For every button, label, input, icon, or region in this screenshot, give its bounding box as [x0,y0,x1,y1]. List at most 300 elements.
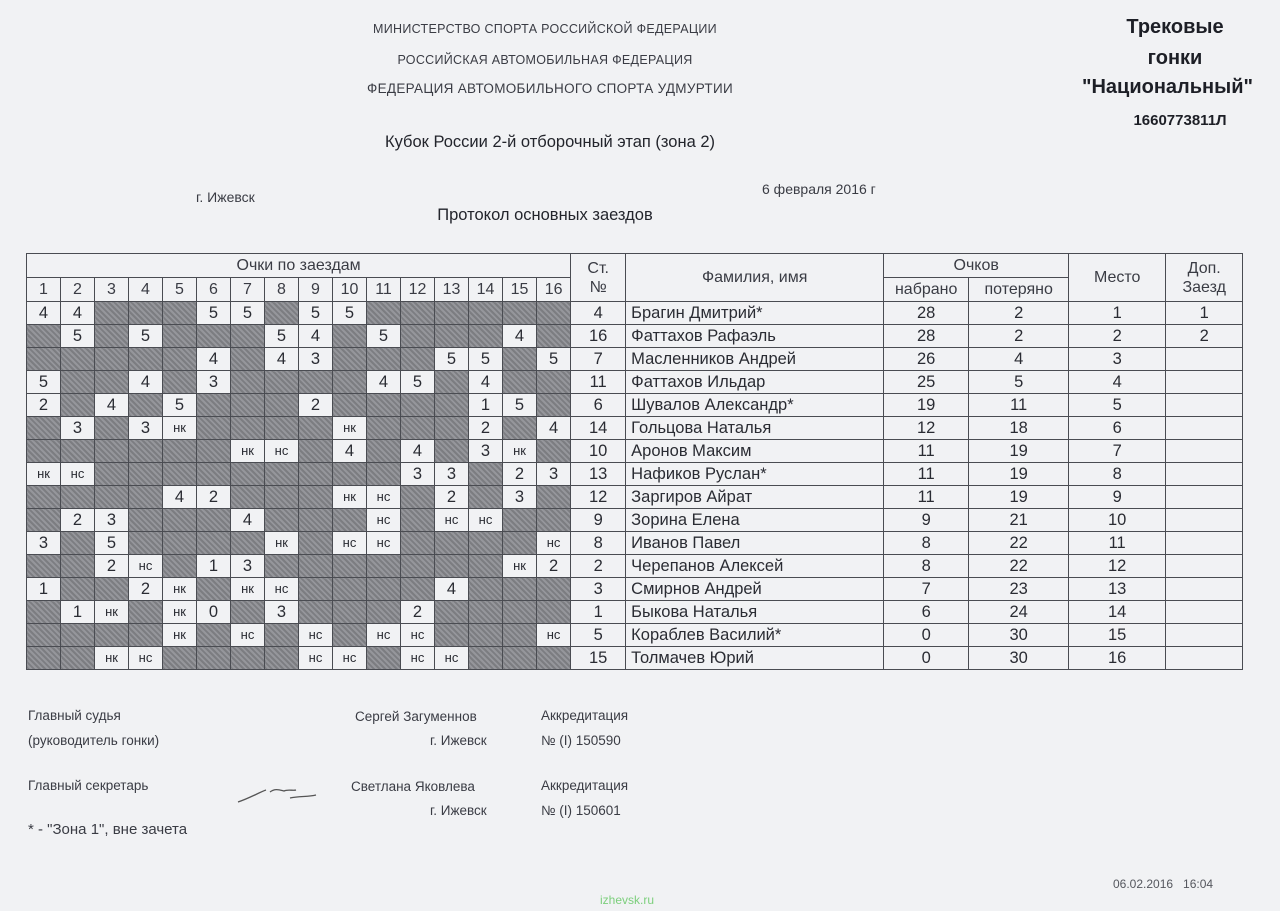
table-row [27,325,1243,348]
heat-points-cell [197,532,231,555]
heat-number: 8 [265,278,299,302]
heat-number: 12 [401,278,435,302]
rider-name-cell: Брагин Дмитрий* [626,302,884,325]
points-scored-cell: 9 [884,509,969,532]
heat-points-cell [503,624,537,647]
heat-points-cell [61,440,95,463]
print-timestamp: 06.02.2016 16:04 [1113,877,1214,891]
heat-points-cell [163,647,197,670]
heat-points-cell [333,555,367,578]
heat-points-cell [197,417,231,440]
heat-points-cell: нс [333,647,367,670]
heat-points-cell [299,440,333,463]
heat-points-cell: 5 [333,302,367,325]
heat-points-cell: 4 [367,371,401,394]
heat-points-cell [95,440,129,463]
heat-points-cell [163,463,197,486]
heat-points-cell [299,578,333,601]
heat-points-cell: 5 [299,302,333,325]
heat-points-cell [231,532,265,555]
extra-heat-cell [1166,578,1243,601]
judge-accreditation: № (I) 150590 [541,733,621,748]
rider-name-cell: Гольцова Наталья [626,417,884,440]
points-lost-cell: 19 [969,486,1069,509]
start-number-cell: 14 [571,417,626,440]
corner-title-2: гонки [1147,47,1203,69]
heat-points-cell [469,624,503,647]
rider-name-cell: Фаттахов Ильдар [626,371,884,394]
points-lost-cell: 30 [969,624,1069,647]
heat-points-cell [129,532,163,555]
heat-points-cell [27,417,61,440]
rider-name-cell: Нафиков Руслан* [626,463,884,486]
heat-number: 1 [27,278,61,302]
extra-heat-cell: 2 [1166,325,1243,348]
rider-name-cell: Толмачев Юрий [626,647,884,670]
heat-points-cell [95,348,129,371]
heat-number: 13 [435,278,469,302]
heat-points-cell [367,348,401,371]
heat-points-cell: 5 [61,325,95,348]
start-number-cell: 16 [571,325,626,348]
heat-points-cell [333,578,367,601]
heat-points-cell: 2 [27,394,61,417]
heat-points-cell [163,371,197,394]
start-number-cell: 10 [571,440,626,463]
heat-points-cell: 3 [61,417,95,440]
place-cell: 8 [1069,463,1166,486]
place-cell: 1 [1069,302,1166,325]
points-scored-cell: 0 [884,647,969,670]
header-ministry: МИНИСТЕРСТВО СПОРТА РОССИЙСКОЙ ФЕДЕРАЦИИ [373,22,717,36]
place-cell: 14 [1069,601,1166,624]
heat-points-cell: нс [401,624,435,647]
heat-points-cell [367,440,401,463]
heat-points-cell: 3 [401,463,435,486]
document-code: 1660773811Л [1133,112,1227,129]
heat-points-cell: 2 [95,555,129,578]
table-row [27,302,1243,325]
points-scored-cell: 7 [884,578,969,601]
start-number-cell: 7 [571,348,626,371]
heat-points-cell: нк [163,578,197,601]
table-row [27,371,1243,394]
heat-points-cell [299,463,333,486]
heat-points-cell [197,463,231,486]
heat-points-cell [367,463,401,486]
heat-points-cell [401,555,435,578]
place-cell: 2 [1069,325,1166,348]
heat-points-cell [333,394,367,417]
event-city: г. Ижевск [196,189,255,205]
start-number-cell: 5 [571,624,626,647]
table-row [27,417,1243,440]
extra-heat-cell [1166,532,1243,555]
heat-points-cell [537,371,571,394]
footnote: * - "Зона 1", вне зачета [28,821,188,838]
heat-points-cell [163,509,197,532]
heat-points-cell [469,486,503,509]
heat-points-cell: нк [503,555,537,578]
heat-points-cell [95,578,129,601]
heat-points-cell: нк [95,601,129,624]
heat-points-cell [197,624,231,647]
heat-points-cell [95,371,129,394]
points-lost-cell: 11 [969,394,1069,417]
heat-points-cell: 5 [27,371,61,394]
heat-points-cell: нс [435,647,469,670]
heat-points-cell: 2 [61,509,95,532]
heat-points-cell: нк [163,624,197,647]
extra-heat-cell [1166,348,1243,371]
lost-header: потеряно [969,278,1069,302]
extra-heat-cell [1166,647,1243,670]
points-scored-cell: 26 [884,348,969,371]
heat-points-cell: 5 [435,348,469,371]
scored-header: набрано [884,278,969,302]
table-row [27,486,1243,509]
heat-points-cell: 5 [163,394,197,417]
heat-points-cell: 4 [231,509,265,532]
corner-title-3: "Национальный" [1082,76,1253,98]
place-cell: 10 [1069,509,1166,532]
heat-points-cell [265,486,299,509]
secretary-accreditation: № (I) 150601 [541,803,621,818]
heat-points-cell: 4 [27,302,61,325]
rider-name-cell: Шувалов Александр* [626,394,884,417]
name-header: Фамилия, имя [626,254,884,302]
secretary-accreditation-label: Аккредитация [541,778,629,793]
heat-points-cell [537,486,571,509]
heat-points-cell [333,325,367,348]
heat-points-cell [333,463,367,486]
watermark: izhevsk.ru [600,893,655,907]
heat-points-cell [333,601,367,624]
heat-points-cell: нс [265,440,299,463]
start-number-cell: 15 [571,647,626,670]
signature-icon [230,778,320,808]
heat-points-cell [333,509,367,532]
heat-points-cell: нс [367,509,401,532]
start-number-cell: 1 [571,601,626,624]
heat-points-cell: 1 [197,555,231,578]
points-lost-cell: 18 [969,417,1069,440]
heat-points-cell [61,532,95,555]
points-lost-cell: 5 [969,371,1069,394]
heat-points-cell [231,486,265,509]
heat-points-cell [333,624,367,647]
heat-points-cell [503,302,537,325]
heat-points-cell: нс [537,532,571,555]
heat-number: 4 [129,278,163,302]
heat-points-cell: 3 [299,348,333,371]
heat-points-cell [537,509,571,532]
heat-points-cell: 3 [129,417,163,440]
points-lost-cell: 4 [969,348,1069,371]
start-number-cell: 13 [571,463,626,486]
heat-points-cell [27,486,61,509]
heat-points-cell [27,601,61,624]
heat-points-cell [537,325,571,348]
heat-points-cell [231,417,265,440]
heat-points-cell [537,601,571,624]
heat-points-cell [231,463,265,486]
extra-heat-cell [1166,394,1243,417]
heat-points-cell [401,325,435,348]
points-scored-cell: 11 [884,440,969,463]
heat-points-cell [265,417,299,440]
points-lost-cell: 2 [969,325,1069,348]
heat-points-cell: 3 [231,555,265,578]
heat-points-cell [367,601,401,624]
heat-points-cell [27,509,61,532]
heat-points-cell [503,532,537,555]
heat-points-cell [27,440,61,463]
heat-points-cell [299,601,333,624]
heat-points-cell: 3 [197,371,231,394]
heat-points-cell: нс [299,647,333,670]
heat-points-cell [469,555,503,578]
heat-points-cell [61,624,95,647]
start-number-cell: 8 [571,532,626,555]
heat-points-cell [265,394,299,417]
extra-heat-cell: 1 [1166,302,1243,325]
heat-points-cell: 4 [197,348,231,371]
heat-points-cell [435,394,469,417]
rider-name-cell: Аронов Максим [626,440,884,463]
start-number-cell: 12 [571,486,626,509]
heat-points-cell [129,348,163,371]
heat-points-cell [469,302,503,325]
heat-points-cell: 5 [503,394,537,417]
place-header: Место [1069,254,1166,302]
heat-points-cell: 4 [435,578,469,601]
points-scored-cell: 6 [884,601,969,624]
heat-points-cell: 1 [61,601,95,624]
heat-points-cell [299,486,333,509]
points-scored-cell: 28 [884,325,969,348]
heat-points-cell [265,555,299,578]
judge-role-note: (руководитель гонки) [28,733,160,748]
table-row [27,394,1243,417]
table-row [27,578,1243,601]
heat-points-cell [537,440,571,463]
heat-points-cell [197,509,231,532]
heat-points-cell: 3 [265,601,299,624]
heat-points-cell [129,394,163,417]
heat-points-cell: нс [299,624,333,647]
heat-points-cell: 5 [401,371,435,394]
heat-points-cell [95,417,129,440]
extra-heat-cell [1166,486,1243,509]
points-lost-cell: 19 [969,440,1069,463]
heat-points-cell [367,394,401,417]
heat-points-cell: 4 [129,371,163,394]
heat-points-cell [503,348,537,371]
corner-title-1: Трековые [1126,16,1224,38]
points-lost-cell: 23 [969,578,1069,601]
table-row [27,601,1243,624]
heat-points-cell: 2 [129,578,163,601]
extra-heat-cell [1166,463,1243,486]
results-table [26,253,1243,670]
heat-points-cell: 4 [537,417,571,440]
heat-points-cell [435,371,469,394]
heat-points-cell [469,325,503,348]
extra-heat-cell [1166,624,1243,647]
heat-points-cell [503,509,537,532]
heat-points-cell: нк [265,532,299,555]
heat-points-header: Очки по заездам [27,254,571,278]
heat-number: 5 [163,278,197,302]
start-number-cell: 3 [571,578,626,601]
heat-points-cell [503,647,537,670]
heat-points-cell [27,555,61,578]
heat-points-cell: нс [129,647,163,670]
heat-points-cell [401,578,435,601]
heat-points-cell [401,417,435,440]
heat-points-cell [299,417,333,440]
start-number-cell: 9 [571,509,626,532]
start-number-cell: 2 [571,555,626,578]
heat-points-cell: нс [537,624,571,647]
heat-points-cell [163,532,197,555]
heat-points-cell [231,647,265,670]
heat-points-cell [163,302,197,325]
heat-points-cell [197,325,231,348]
heat-points-cell [95,486,129,509]
heat-points-cell: 2 [299,394,333,417]
heat-points-cell [299,509,333,532]
secretary-city: г. Ижевск [430,803,487,818]
heat-points-cell: 5 [469,348,503,371]
heat-points-cell [129,509,163,532]
heat-points-cell: 5 [367,325,401,348]
start-number-cell: 11 [571,371,626,394]
heat-points-cell [435,555,469,578]
judge-city: г. Ижевск [430,733,487,748]
heat-points-cell: 4 [95,394,129,417]
start-number-cell: 6 [571,394,626,417]
points-lost-cell: 22 [969,532,1069,555]
heat-points-cell [61,394,95,417]
points-scored-cell: 25 [884,371,969,394]
heat-points-cell: нс [367,486,401,509]
heat-points-cell: 2 [197,486,231,509]
extra-heat-cell [1166,555,1243,578]
heat-points-cell [27,647,61,670]
extra-heat-cell [1166,371,1243,394]
points-scored-cell: 8 [884,532,969,555]
heat-number: 10 [333,278,367,302]
heat-points-cell [27,348,61,371]
heat-number: 9 [299,278,333,302]
heat-points-cell [367,647,401,670]
heat-points-cell [163,555,197,578]
heat-points-cell [299,532,333,555]
place-cell: 12 [1069,555,1166,578]
heat-points-cell: нс [469,509,503,532]
heat-points-cell [503,417,537,440]
heat-points-cell [401,486,435,509]
heat-points-cell: 5 [95,532,129,555]
points-scored-cell: 12 [884,417,969,440]
table-row [27,509,1243,532]
heat-points-cell [197,440,231,463]
heat-points-cell: нк [333,417,367,440]
heat-points-cell: нк [503,440,537,463]
points-lost-cell: 21 [969,509,1069,532]
place-cell: 4 [1069,371,1166,394]
heat-points-cell [27,325,61,348]
rider-name-cell: Фаттахов Рафаэль [626,325,884,348]
heat-points-cell: нс [367,532,401,555]
heat-points-cell [435,417,469,440]
heat-points-cell [163,440,197,463]
heat-points-cell: нс [367,624,401,647]
heat-points-cell [435,532,469,555]
heat-points-cell [95,325,129,348]
heat-points-cell: 5 [537,348,571,371]
heat-points-cell [163,325,197,348]
heat-points-cell [537,302,571,325]
event-date: 6 февраля 2016 г [762,181,876,197]
rider-name-cell: Кораблев Василий* [626,624,884,647]
extra-heat-cell [1166,601,1243,624]
heat-points-cell [61,348,95,371]
rider-name-cell: Смирнов Андрей [626,578,884,601]
heat-points-cell: 3 [95,509,129,532]
heat-points-cell [129,624,163,647]
heat-points-cell [231,601,265,624]
heat-points-cell [231,325,265,348]
points-scored-cell: 28 [884,302,969,325]
heat-points-cell: 5 [129,325,163,348]
heat-points-cell: 2 [503,463,537,486]
heat-points-cell [95,302,129,325]
heat-points-cell [435,440,469,463]
rider-name-cell: Быкова Наталья [626,601,884,624]
start-number-header: Ст. № [571,254,626,302]
heat-points-cell [163,348,197,371]
points-scored-cell: 0 [884,624,969,647]
table-row [27,624,1243,647]
heat-points-cell [197,647,231,670]
place-cell: 7 [1069,440,1166,463]
heat-points-cell [401,509,435,532]
points-scored-cell: 11 [884,463,969,486]
heat-number: 16 [537,278,571,302]
heat-points-cell [129,440,163,463]
rider-name-cell: Заргиров Айрат [626,486,884,509]
heat-points-cell [435,601,469,624]
secretary-role: Главный секретарь [28,778,149,793]
place-cell: 3 [1069,348,1166,371]
table-row [27,348,1243,371]
heat-points-cell [231,394,265,417]
heat-points-cell: 3 [27,532,61,555]
extra-heat-cell [1166,509,1243,532]
heat-points-cell: 2 [435,486,469,509]
event-title: Кубок России 2-й отборочный этап (зона 2) [385,133,715,151]
points-lost-cell: 24 [969,601,1069,624]
points-lost-cell: 22 [969,555,1069,578]
heat-points-cell [265,647,299,670]
heat-points-cell [367,578,401,601]
heat-points-cell: 3 [469,440,503,463]
heat-points-cell [333,348,367,371]
heat-points-cell [469,601,503,624]
